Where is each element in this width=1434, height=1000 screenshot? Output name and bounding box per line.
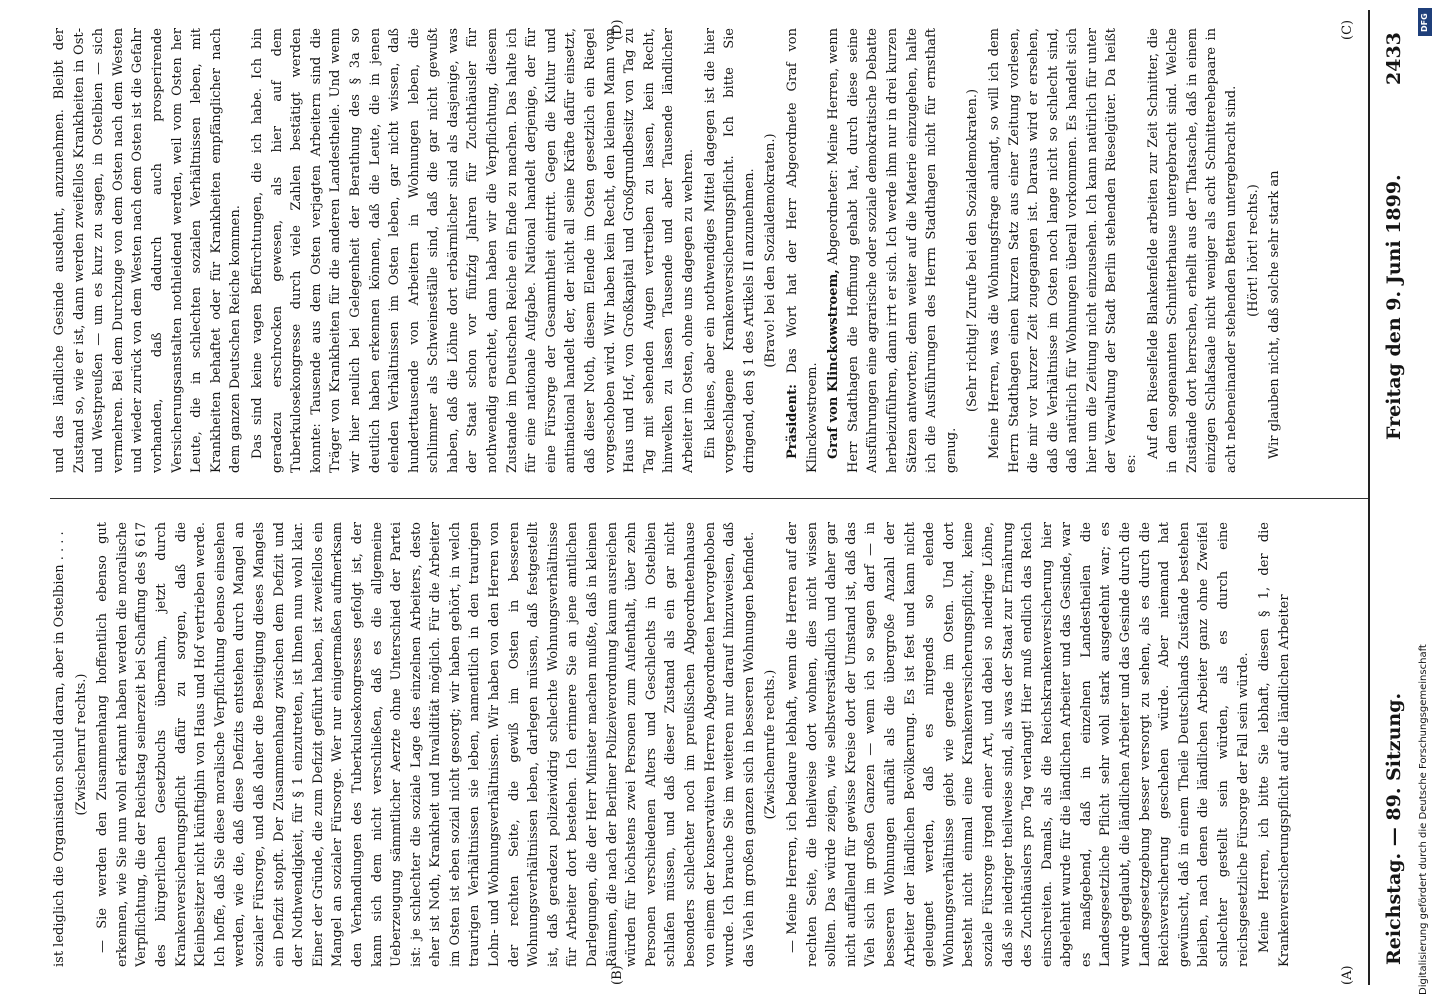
interjection: (Zwischenrufe rechts.)	[763, 669, 779, 820]
header-rule	[1368, 10, 1370, 985]
interjection: (Zwischenruf rechts.)	[73, 673, 89, 816]
paragraph	[824, 28, 961, 473]
header-session: Reichstag. — 89. Sitzung.	[1383, 692, 1405, 965]
margin-marker-a: (A)	[1340, 965, 1355, 985]
speaker-name: Graf von Klinckowstroem,	[826, 269, 842, 459]
digitization-credit: Digitalisierung gefördert durch die Deutsche Forschungsgemeinschaft	[1418, 644, 1429, 995]
speaker-name: Präsident:	[784, 384, 800, 459]
rotated-newspaper-page	[50, 10, 1425, 985]
interjection: (Bravo! bei den Sozialdemokraten.)	[763, 133, 779, 368]
interjection: (Hört! hört! rechts.)	[1245, 184, 1261, 317]
paragraph: Wir glauben nicht, daß solche sehr stark an	[1267, 170, 1283, 459]
page-number: 2433	[1383, 32, 1405, 85]
dfg-logo-text: DFG	[1420, 13, 1429, 32]
margin-marker-c: (C)	[1340, 19, 1355, 40]
column-divider	[50, 498, 1368, 499]
quoted-paragraph: Auf den Rieselfelde Blankenfelde arbeiten zur Zeit Schnitter, die in dem sogenannten Schnitterhause untergebracht sind. Welche Zustände dort herrschen, erhellt aus der Thatsache, daß in einem einzigen Schlafsaale nicht weniger als acht Schnitterehepaare in acht nebeneinander stehenden Betten untergebracht sind.	[1145, 28, 1240, 473]
dfg-logo	[1418, 8, 1432, 36]
paragraph: — Sie werden den Zusammenhang hoffentlich ebenso gut erkennen, wie Sie nun wohl erkannt haben werden die moralische Verpflichtung, die der Reichstag seinerzeit bei Schaffung des § 617 des bürgerlichen Gesetzbuchs übernahm, jetzt durch Krankenversicherungspflicht dafür zu sorgen, daß die Kleinbesitzer nicht künftighin von Haus und Hof vertrieben werde. Ich hoffe, daß Sie diese moralische Verpflichtung ebenso einsehen werden, wie die, daß diese Defizits entstehen durch Mangel an sozialer Fürsorge, und daß daher die Beseitigung dieses Mangels ein Defizit stopft. Der Zusammenhang zwischen dem Defizit und der Nothwendigkeit, für § 1 einzutreten, ist Ihnen nun wohl klar. Einer der Gründe, die zum Defizit geführt haben, ist zweifellos ein Mangel an sozialer Fürsorge. Wer nur einigermaßen aufmerksam den Verhandlungen des Tuberkulosekongresses gefolgt ist, der kann sich dem nicht verschließen, daß es die allgemeine Ueberzeugung sämmtlicher Aerzte ohne Unterschied der Partei ist: je schlechter die soziale Lage des einzelnen Arbeiters, desto eher ist Noth, Krankheit und Invalidität möglich. Für die Arbeiter im Osten ist eben sozial nicht gesorgt; wir haben gehört, in welch traurigen Verhältnissen sie leben, namentlich in den traurigen Lohn- und Wohnungsverhältnissen. Wir haben von den Herren von der rechten Seite, die gewiß im Osten in besseren Wohnungsverhältnissen leben, darlegen müssen, daß festgestellt ist, daß geradezu polizeiwidrig schlechte Wohnungsverhältnisse für Arbeiter dort bestehen. Ich erinnere Sie an jene amtlichen Darlegungen, die der Herr Minister machen mußte, daß in kleinen Räumen, die nach der Berliner Polizeiverordnung kaum ausreichen würden für höchstens zwei Personen zum Aufenthalt, über zehn Personen verschiedenen Alters und Geschlechts in Ostelbien schlafen müssen, und daß dieser Zustand als ein gar nicht besonders schlechter noch im preußischen Abgeordnetenhause von einem der konservativen Herren Abgeordneten hervorgehoben wurde. Ich brauche Sie im weiteren nur darauf hinzuweisen, daß das Vieh im großen ganzen sich in besseren Wohnungen befindet.	[95, 522, 757, 967]
paragraph	[783, 28, 822, 473]
interjection: (Sehr richtig! Zurufe bei den Sozialdemokraten.)	[965, 88, 981, 413]
left-text-column	[50, 522, 1365, 967]
paragraph: Meine Herren, ich bitte Sie lebhaft, diesen § 1, der die Krankenversicherungspflicht auf die ländlichen Arbeiter	[1257, 522, 1292, 967]
paragraph: Ein kleines, aber ein nothwendiges Mittel dagegen ist die hier vorgeschlagene Krankenversicherungspflicht. Ich bitte Sie dringend, den § 1 des Artikels II anzunehmen.	[702, 28, 757, 473]
speaker-text: Abgeordneter: Meine Herren, wenn Herr Stadthagen die Hoffnung gehabt hat, durch diese seine Ausführungen eine agrarische oder soziale demokratische Debatte herbeizuführen, dann irrt er sich. Ich werde ihm nur in drei kurzen Sätzen antworten; denn weiter auf die Materie einzugehen, halte ich die Ausführungen des Herrn Stadthagen nicht für ernsthaft genug.	[826, 28, 959, 473]
margin-marker-d: (D)	[610, 19, 625, 40]
paragraph: und das ländliche Gesinde ausdehnt, anzunehmen. Bleibt der Zustand so, wie er ist, dann werden zweifellos Krankheiten in Ost- und Westpreußen — um es kurz zu sagen, in Ostelbien — sich vermehren. Bei dem Durchzuge von dem Osten nach dem Westen und wieder zurück von dem Westen nach dem Osten ist die Gefahr vorhanden, daß dadurch auch prosperirende Versicherungsanstalten nothleidend werden, weil vom Osten her Leute, die in schlechten sozialen Verhältnissen leben, mit Krankheiten behaftet oder für Krankheiten empfänglicher nach dem ganzen Deutschen Reiche kommen.	[52, 28, 244, 473]
paragraph: — Meine Herren, ich bedaure lebhaft, wenn die Herren auf der rechten Seite, die theilweise dort wohnen, dies nicht wissen sollten. Das würde zeigen, wie selbstverständlich und daher gar nicht auffallend für gewisse Kreise dort der Umstand ist, daß das Vieh sich im großen Ganzen — wenn ich so sagen darf — in besseren Wohnungen aufhält als die übergroße Anzahl der Arbeiter der ländlichen Bevölkerung. Es ist fest und kann nicht geleugnet werden, daß es nirgends so elende Wohnungsverhältnisse giebt wie gerade im Osten. Und dort besteht nicht einmal eine Krankenversicherungspflicht, keine soziale Fürsorge irgend einer Art, und dabei so niedrige Löhne, daß sie niedriger theilweise sind, als was der Staat zur Ernährung des Zuchthäuslers pro Tag verlangt! Hier muß endlich das Reich einschreiten. Damals, als die Reichskrankenversicherung hier abgelehnt wurde für die ländlichen Arbeiter und das Gesinde, war es maßgebend, daß in einzelnen Landestheilen die Landesgesetzliche Pflicht sehr wohl stark ausgedehnt war; es wurde geglaubt, die ländlichen Arbeiter und das Gesinde durch die Landesgesetzgebung besser versorgt zu sehen, als es durch die Reichsversicherung geschehen würde. Aber niemand hat gewünscht, daß in einem Theile Deutschlands Zustände bestehen bleiben, nach denen die ländlichen Arbeiter ganz ohne Zweifel schlechter gestellt sein würden, als es durch eine reichsgesetzliche Fürsorge der Fall sein würde.	[784, 522, 1251, 967]
margin-marker-b: (B)	[610, 965, 625, 985]
speaker-text: Das Wort hat der Herr Abgeordnete Graf von Klinckowstroem.	[784, 28, 820, 473]
paragraph: Meine Herren, was die Wohnungsfrage anlangt, so will ich dem Herrn Stadthagen einen kurzen Satz aus einer Zeitung vorlesen, die mir vor kurzer Zeit zugegangen ist. Daraus wird er ersehen, daß die Verhältnisse im Osten noch lange nicht so schlecht sind, daß natürlich für Wohnungen überall vorkommen. Es handelt sich hier um die Zeitung nicht einzusehen. Ich kann natürlich für unter der Verwaltung der Stadt Berlin stehenden Rieselgüter. Da heißt es:	[986, 28, 1140, 473]
paragraph: ist lediglich die Organisation schuld daran, aber in Ostelbien . . . .	[52, 531, 67, 967]
right-text-column	[50, 28, 1365, 473]
paragraph: Das sind keine vagen Befürchtungen, die ich habe. Ich bin geradezu erschrocken gewesen, als hier auf dem Tuberkulosekongresse durch viele Zahlen bestätigt werden konnte: Tausende aus dem Osten verjagten Arbeitern sind die Träger von Krankheiten für die anderen Landestheile. Und wenn wir hier neulich bei Gelegenheit der Berathung des § 3a so deutlich haben erkennen können, daß die Leute, die in jenen elenden Verhältnissen im Osten leben, gar nicht wissen, daß hunderttausende von Arbeitern in Wohnungen leben, die schlimmer als Schweineställe sind, daß die gar nicht gewußt haben, daß die Löhne dort erbärmlicher sind als dasjenige, was der Staat schon vor fünfzig Jahren für Zuchthäusler für nothwendig erachtet, dann haben wir die Verpflichtung, diesem Zustande im Deutschen Reiche ein Ende zu machen. Das halte ich für eine nationale Aufgabe. National handelt derjenige, der für eine Fürsorge der Gesammtheit eintritt. Gegen die Kultur und antinational handelt der, der nicht all seine Kräfte dafür einsetzt, daß dieser Noth, diesem Elende im Osten gesetzlich ein Riegel vorgeschoben wird. Wir haben kein Recht, den kleinen Mann von Haus und Hof, von Großkapital und Großgrundbesitz von Tag zu Tag mit sehenden Augen vertreiben zu lassen, kein Recht, hinwelken zu lassen Tausende und aber Tausende ländlicher Arbeiter im Osten, ohne uns dagegen zu wehren.	[249, 28, 696, 473]
header-date: Freitag den 9. Juni 1899.	[1383, 174, 1405, 440]
